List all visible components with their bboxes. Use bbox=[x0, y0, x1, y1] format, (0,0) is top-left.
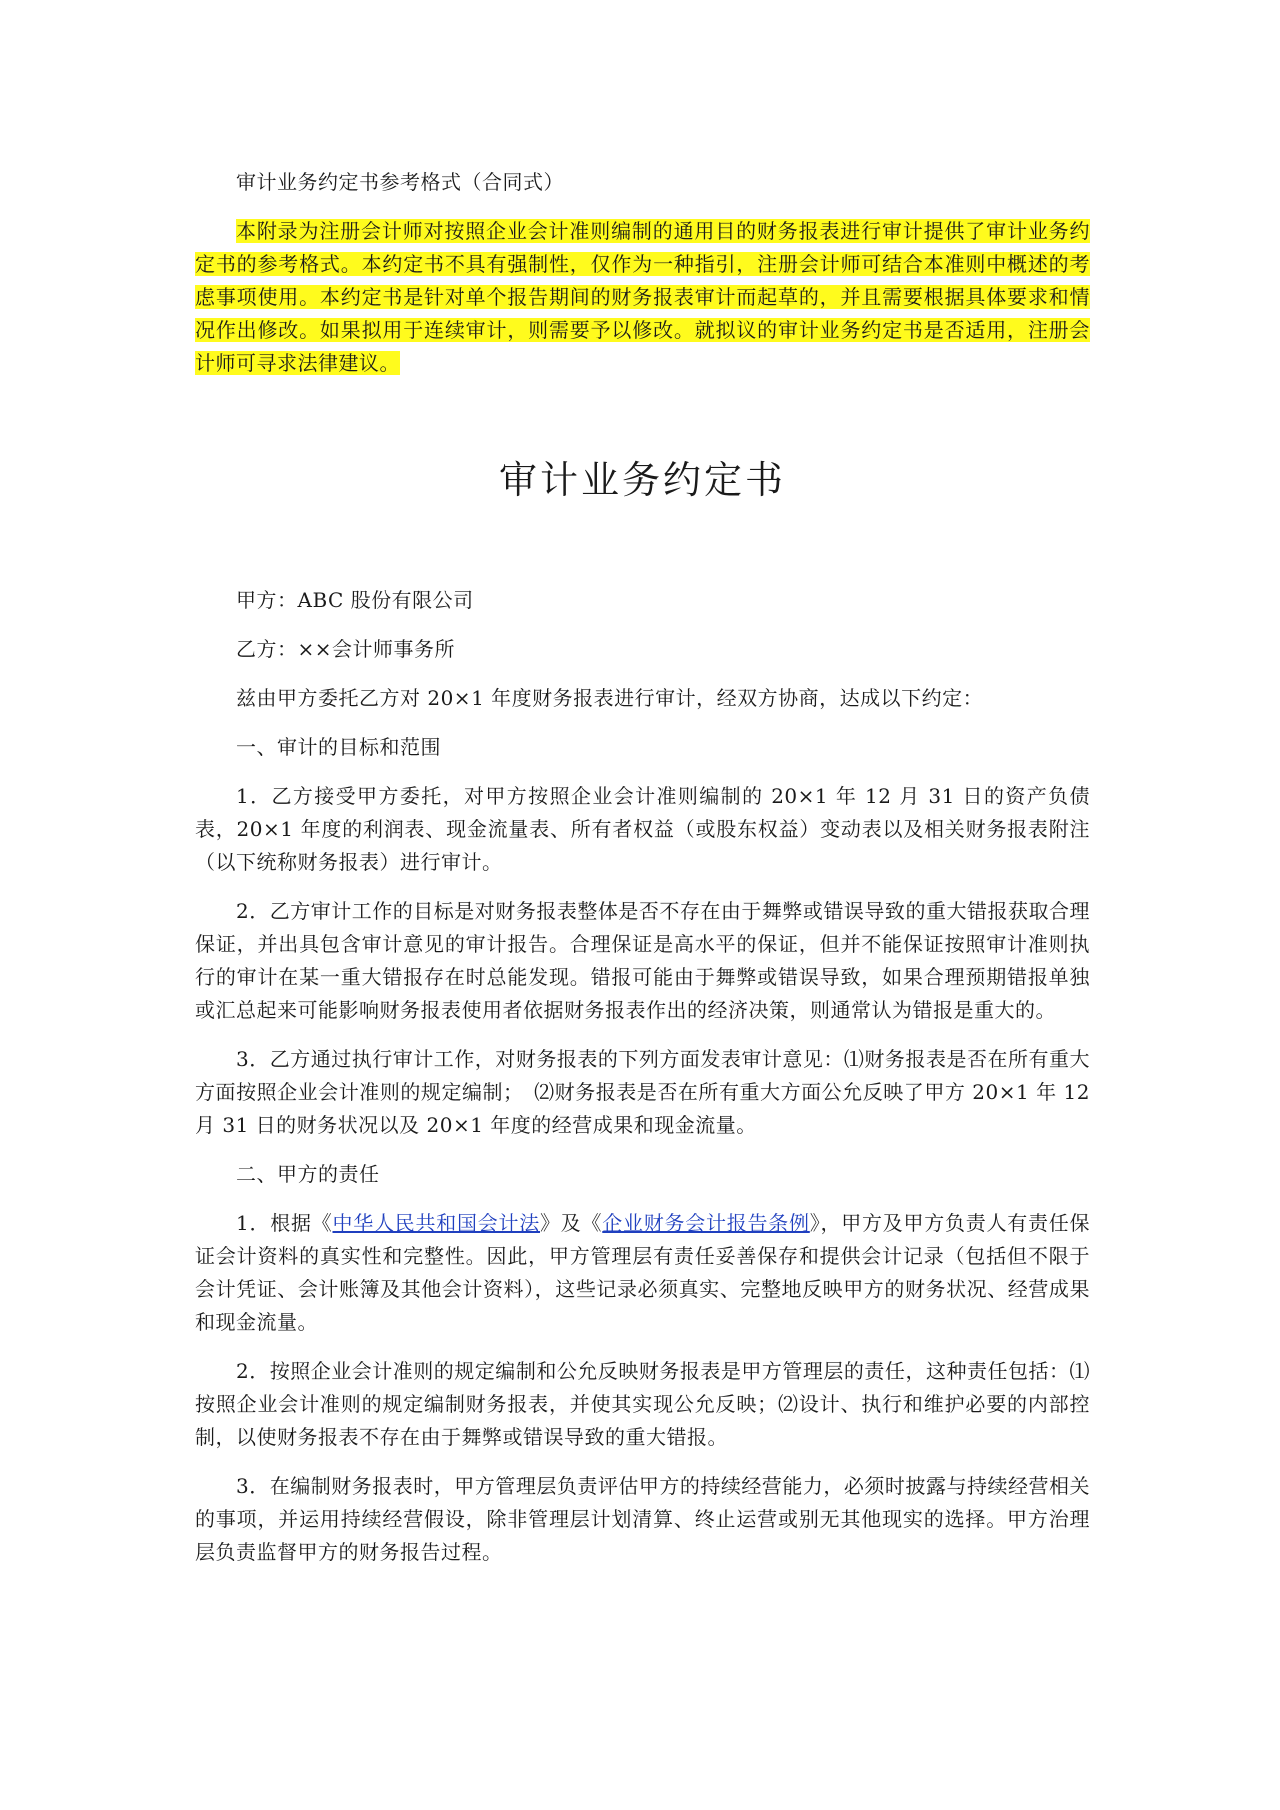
clause-2-1-prefix: 1．根据《 bbox=[236, 1211, 333, 1235]
clause-1-2: 2．乙方审计工作的目标是对财务报表整体是否不存在由于舞弊或错误导致的重大错报获取合理保证，并出具包含审计意见的审计报告。合理保证是高水平的保证，但并不能保证按照审计准则执行的审计在某一重大错报存在时总能发现。错报可能由于舞弊或错误导致，如果合理预期错报单独或汇总起来可能影响财务报表使用者依据财务报表作出的经济决策，则通常认为错报是重大的。 bbox=[195, 899, 1090, 1022]
preamble-paragraph: 兹由甲方委托乙方对 20×1 年度财务报表进行审计，经双方协商，达成以下约定： bbox=[236, 686, 984, 710]
clause-2-3: 3．在编制财务报表时，甲方管理层负责评估甲方的持续经营能力，必须时披露与持续经营相关的事项，并运用持续经营假设，除非管理层计划清算、终止运营或别无其他现实的选择。甲方治理层负责监督甲方的财务报告过程。 bbox=[195, 1474, 1090, 1564]
accounting-law-link[interactable]: 中华人民共和国会计法 bbox=[332, 1211, 540, 1235]
clause-1-1: 1．乙方接受甲方委托，对甲方按照企业会计准则编制的 20×1 年 12 月 31 日的资产负债表，20×1 年度的利润表、现金流量表、所有者权益（或股东权益）变动表以及相关财务报表附注（以下统称财务报表）进行审计。 bbox=[195, 784, 1090, 874]
party-b-line: 乙方：××会计师事务所 bbox=[236, 637, 456, 661]
intro-paragraph bbox=[195, 215, 1090, 380]
party-a-line: 甲方：ABC 股份有限公司 bbox=[236, 588, 474, 612]
appendix-subtitle: 审计业务约定书参考格式（合同式） bbox=[236, 170, 564, 194]
section-heading-objectives: 一、审计的目标和范围 bbox=[236, 735, 441, 759]
page-title: 审计业务约定书 bbox=[498, 458, 786, 502]
clause-2-2: 2．按照企业会计准则的规定编制和公允反映财务报表是甲方管理层的责任，这种责任包括：⑴按照企业会计准则的规定编制财务报表，并使其实现公允反映；⑵设计、执行和维护必要的内部控制，以使财务报表不存在由于舞弊或错误导致的重大错报。 bbox=[195, 1359, 1090, 1449]
document-body bbox=[195, 166, 1090, 1569]
clause-2-1-suffix: 》，甲方及甲方负责人有责任保证会计资料的真实性和完整性。因此，甲方管理层有责任妥善保存和提供会计记录（包括但不限于会计凭证、会计账簿及其他会计资料），这些记录必须真实、完整地反映甲方的财务状况、经营成果和现金流量。 bbox=[195, 1211, 1091, 1334]
section-heading-party-a-responsibility: 二、甲方的责任 bbox=[236, 1162, 380, 1186]
financial-report-regulation-link[interactable]: 企业财务会计报告条例 bbox=[602, 1211, 810, 1235]
clause-1-3: 3．乙方通过执行审计工作，对财务报表的下列方面发表审计意见：⑴财务报表是否在所有重大方面按照企业会计准则的规定编制； ⑵财务报表是否在所有重大方面公允反映了甲方 20×1 年 12 月 31 日的财务状况以及 20×1 年度的经营成果和现金流量。 bbox=[195, 1047, 1090, 1137]
highlighted-intro-text: 本附录为注册会计师对按照企业会计准则编制的通用目的财务报表进行审计提供了审计业务约定书的参考格式。本约定书不具有强制性，仅作为一种指引，注册会计师可结合本准则中概述的考虑事项使用。本约定书是针对单个报告期间的财务报表审计而起草的，并且需要根据具体要求和情况作出修改。如果拟用于连续审计，则需要予以修改。就拟议的审计业务约定书是否适用，注册会计师可寻求法律建议。 bbox=[195, 219, 1090, 375]
clause-2-1 bbox=[195, 1207, 1090, 1339]
clause-2-1-mid: 》及《 bbox=[540, 1211, 603, 1235]
